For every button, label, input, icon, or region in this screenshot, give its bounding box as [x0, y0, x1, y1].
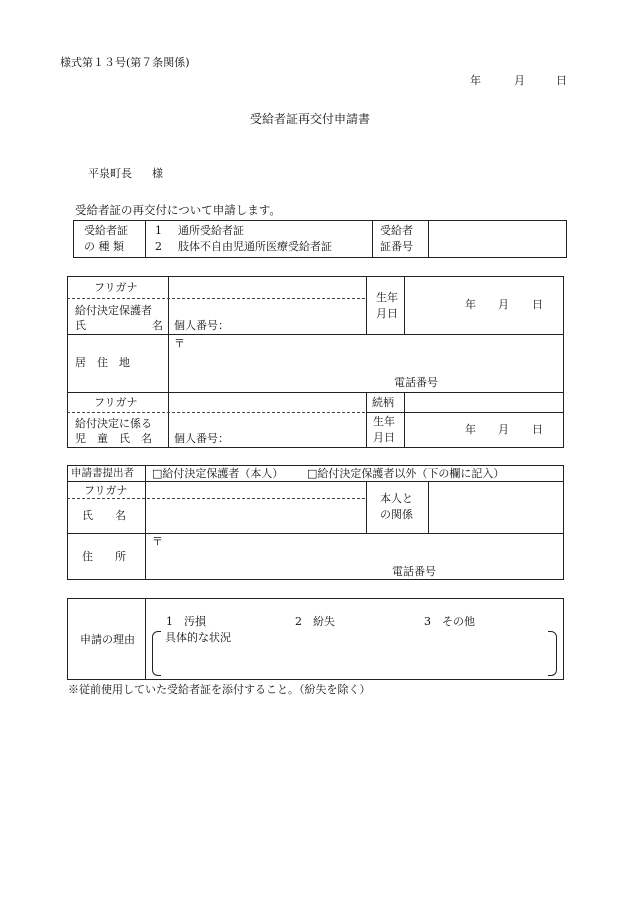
- child-relation-label: 続柄: [372, 396, 394, 409]
- guardian-personal-number: 個人番号：: [174, 319, 229, 332]
- cert-number-field[interactable]: [430, 222, 564, 256]
- attachment-note: ※従前使用していた受給者証を添付すること。（紛失を除く）: [68, 683, 371, 696]
- submitter-name-label: 氏 名: [82, 509, 126, 522]
- guardian-birth-label: 生年: [376, 291, 398, 304]
- reason-detail-field[interactable]: [162, 646, 546, 672]
- child-furigana-label: フリガナ: [94, 396, 138, 409]
- residence-field[interactable]: [190, 336, 562, 374]
- cert-type-label: 受給者証: [84, 224, 128, 237]
- date-day: 日: [556, 74, 567, 87]
- guardian-birth-day: 日: [532, 298, 543, 311]
- submitter-name-field[interactable]: [147, 500, 364, 531]
- reason-option-other[interactable]: 3 その他: [424, 615, 475, 628]
- cert-option-1-num: 1: [155, 224, 162, 237]
- reason-label: 申請の理由: [80, 633, 135, 646]
- child-relation-field[interactable]: [406, 394, 562, 411]
- residence-postal-mark: 〒: [174, 337, 185, 350]
- submitter-furigana-label: フリガナ: [84, 484, 128, 497]
- reason-option-soiled[interactable]: 1 汚損: [166, 615, 206, 628]
- guardian-furigana-field[interactable]: [170, 278, 364, 297]
- submitter-choice-self[interactable]: □給付決定保護者（本人）: [152, 467, 284, 480]
- cert-option-2: 肢体不自由児通所医療受給者証: [178, 240, 332, 253]
- child-birth-day: 日: [532, 423, 543, 436]
- guardian-name-label-a: 氏: [75, 319, 86, 332]
- child-name-label: 給付決定に係る: [75, 417, 152, 430]
- detail-bracket-right: [548, 631, 557, 676]
- child-name-label-2: 児 童 氏 名: [75, 432, 152, 445]
- reason-option-lost[interactable]: 2 紛失: [295, 615, 335, 628]
- cert-option-1: 通所受給者証: [178, 224, 244, 237]
- child-birth-label-2: 月日: [373, 431, 395, 444]
- child-birth-label: 生年: [373, 415, 395, 428]
- child-birth-month: 月: [498, 423, 509, 436]
- form-number: 様式第１３号(第７条関係): [60, 56, 190, 69]
- guardian-furigana-label: フリガナ: [94, 281, 138, 294]
- submitter-relation-field[interactable]: [430, 483, 562, 531]
- guardian-birth-label-2: 月日: [376, 307, 398, 320]
- guardian-name-label: 給付決定保護者: [75, 304, 152, 317]
- date-month: 月: [514, 74, 525, 87]
- intro-text: 受給者証の再交付について申請します。: [75, 203, 281, 217]
- addressee-honorific: 様: [152, 167, 163, 180]
- submitter-address-label: 住 所: [82, 550, 126, 563]
- submitter-choice-other[interactable]: □給付決定保護者以外（下の欄に記入）: [307, 467, 505, 480]
- cert-option-2-num: 2: [155, 240, 162, 253]
- submitter-relation-label-2: の関係: [380, 508, 413, 521]
- submitter-phone-label: 電話番号: [392, 565, 436, 578]
- reason-detail-label: 具体的な状況: [165, 631, 231, 644]
- guardian-name-field[interactable]: [230, 301, 364, 332]
- guardian-name-label-b: 名: [152, 319, 163, 332]
- residence-phone-label: 電話番号: [394, 376, 438, 389]
- submitter-postal-mark: 〒: [152, 535, 163, 548]
- cert-number-label: 受給者: [380, 224, 413, 237]
- submitter-label: 申請書提出者: [71, 467, 134, 479]
- child-birth-year: 年: [465, 423, 476, 436]
- date-year: 年: [470, 74, 481, 87]
- page-title: 受給者証再交付申請書: [250, 112, 371, 126]
- guardian-birth-year: 年: [465, 298, 476, 311]
- guardian-birth-month: 月: [498, 298, 509, 311]
- cert-number-label-2: 証番号: [380, 240, 413, 253]
- submitter-address-field[interactable]: [170, 535, 562, 563]
- residence-label: 居 住 地: [75, 356, 130, 369]
- child-personal-number: 個人番号：: [174, 432, 229, 445]
- cert-type-label-2: の 種 類: [84, 240, 124, 253]
- submitter-relation-label: 本人と: [380, 492, 413, 505]
- addressee-name: 平泉町長: [88, 167, 132, 180]
- detail-bracket-left: [152, 631, 161, 676]
